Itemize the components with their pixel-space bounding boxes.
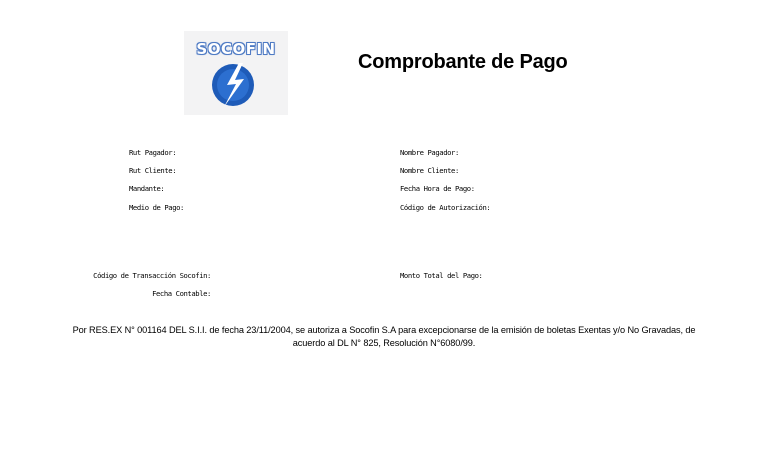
- socofin-logo: [184, 31, 288, 115]
- medio-de-pago-label: Medio de Pago:: [129, 203, 184, 212]
- rut-pagador-label: Rut Pagador:: [129, 148, 177, 157]
- logo-wordmark: SOCOFIN: [196, 40, 276, 58]
- nombre-pagador-label: Nombre Pagador:: [400, 148, 459, 157]
- rut-cliente-label: Rut Cliente:: [129, 166, 177, 175]
- codigo-de-transaccion-label: Código de Transacción Socofin:: [93, 271, 211, 280]
- fecha-contable-label: Fecha Contable:: [152, 289, 211, 298]
- mandante-label: Mandante:: [129, 184, 165, 193]
- monto-total-label: Monto Total del Pago:: [400, 271, 483, 280]
- socofin-emblem-icon: [209, 59, 257, 109]
- codigo-de-autorizacion-label: Código de Autorización:: [400, 203, 491, 212]
- legal-note: Por RES.EX N° 001164 DEL S.I.I. de fecha 23/11/2004, se autoriza a Socofin S.A para excepcionarse de la emisión de boletas Exentas y/o No Gravadas, de acuerdo al DL N° 825, Resolución N°6080/99.: [72, 325, 696, 348]
- fecha-hora-de-pago-label: Fecha Hora de Pago:: [400, 184, 475, 193]
- page-title: Comprobante de Pago: [358, 51, 568, 73]
- nombre-cliente-label: Nombre Cliente:: [400, 166, 459, 175]
